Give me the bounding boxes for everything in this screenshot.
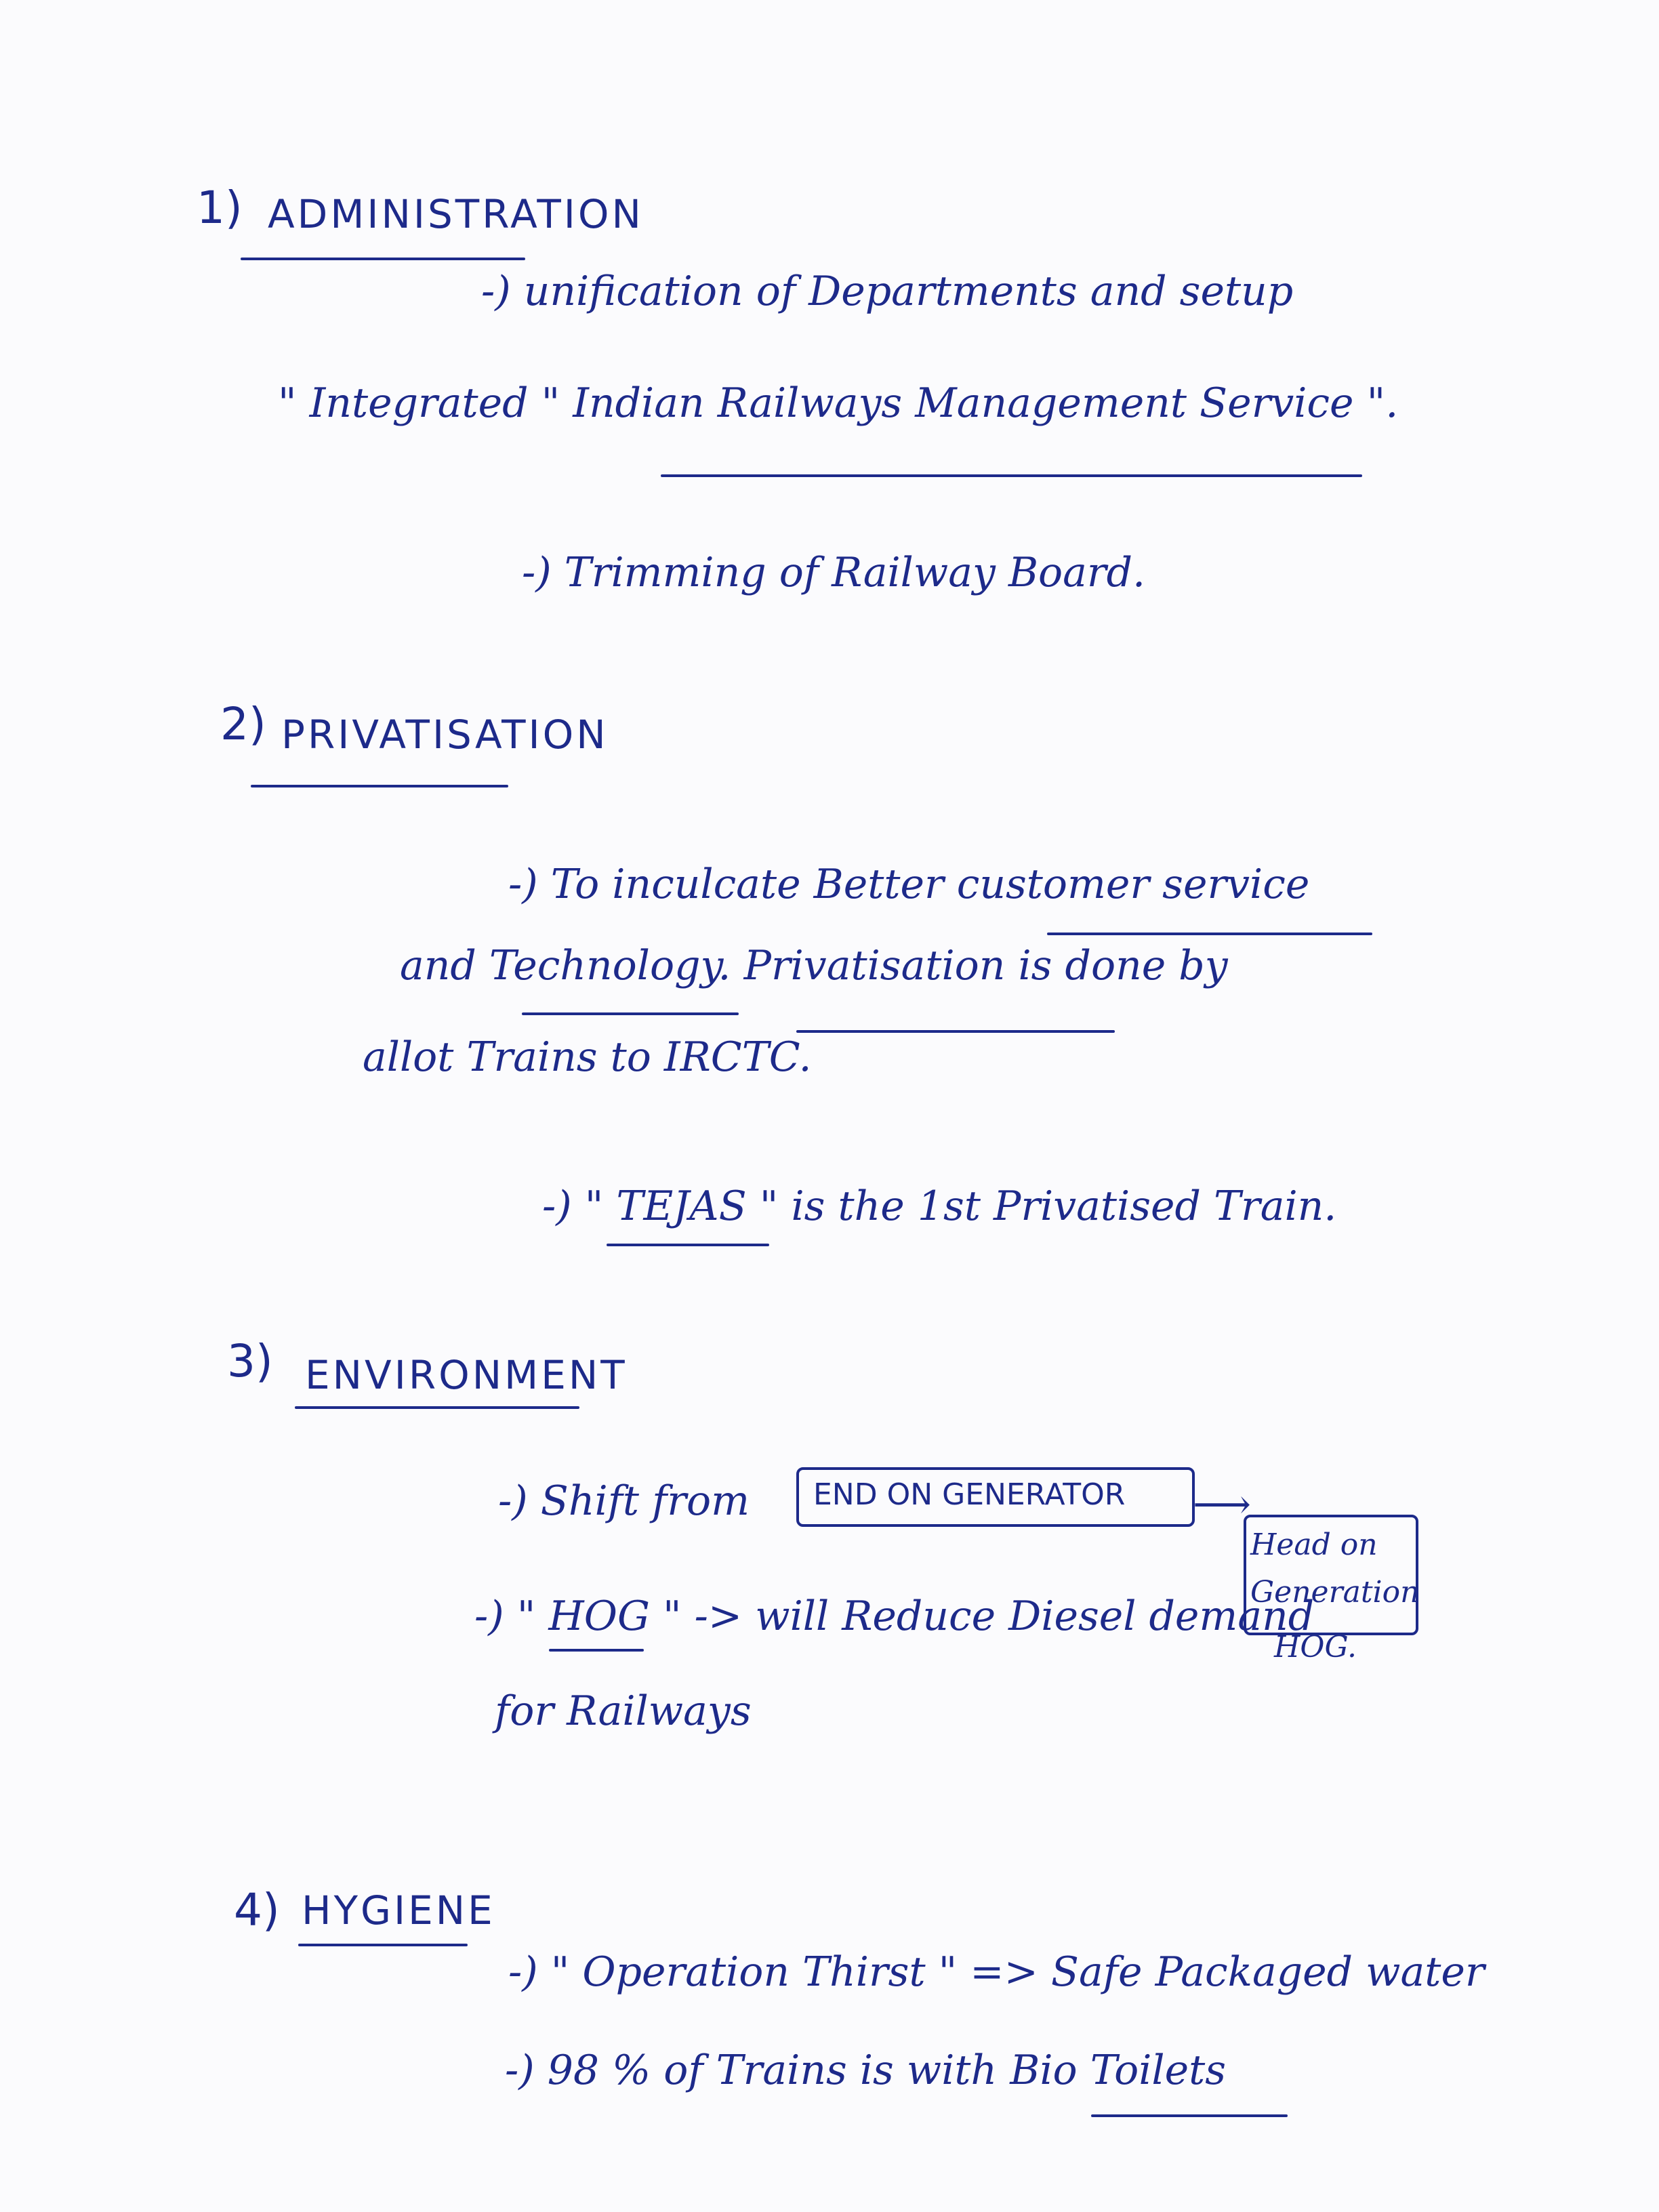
section-4-title: HYGIENE xyxy=(302,1887,495,1933)
section-3-title: ENVIRONMENT xyxy=(305,1352,628,1398)
section-1-line-2: " Integrated " Indian Railways Management Service ". xyxy=(278,380,1399,427)
section-1-line-3: -) Trimming of Railway Board. xyxy=(522,549,1146,596)
section-3-line-1: -) Shift from xyxy=(498,1477,750,1525)
section-3-line-3: for Railways xyxy=(495,1687,752,1735)
section-3-number: 3) xyxy=(227,1335,273,1387)
section-4-bio-toilets-underline xyxy=(1091,2114,1288,2117)
section-2-line-3: allot Trains to IRCTC. xyxy=(363,1033,812,1081)
section-4-number: 4) xyxy=(234,1884,280,1936)
section-4-line-2: -) 98 % of Trains is with Bio Toilets xyxy=(505,2047,1227,2094)
section-2-customer-service-underline xyxy=(1047,933,1372,935)
section-3-hog-underline xyxy=(549,1649,644,1652)
section-2-number: 2) xyxy=(220,698,266,750)
section-3-title-underline xyxy=(295,1406,579,1409)
section-3-line-2: -) " HOG " -> will Reduce Diesel demand xyxy=(474,1593,1315,1640)
hog-abbrev: HOG. xyxy=(1274,1630,1357,1664)
end-on-generator-label: END ON GENERATOR xyxy=(813,1477,1126,1512)
section-2-privatisation-underline xyxy=(796,1030,1115,1033)
arrow-to-hog: ⟶ xyxy=(1193,1481,1252,1528)
section-1-line-2-underline xyxy=(661,474,1362,477)
section-2-line-2: and Technology. Privatisation is done by xyxy=(400,942,1228,989)
section-1-title: ADMINISTRATION xyxy=(268,191,644,237)
section-2-technology-underline xyxy=(522,1012,739,1015)
section-2-title: PRIVATISATION xyxy=(281,712,609,758)
section-1-title-underline xyxy=(241,258,525,260)
section-1-number: 1) xyxy=(197,182,243,234)
section-1-line-1: -) unification of Departments and setup xyxy=(481,268,1294,315)
section-4-line-1: -) " Operation Thirst " => Safe Packaged water xyxy=(508,1948,1485,1996)
section-2-tejas-underline xyxy=(607,1244,769,1246)
section-2-line-1: -) To inculcate Better customer service xyxy=(508,861,1310,908)
section-4-title-underline xyxy=(298,1944,468,1946)
section-2-line-4: -) " TEJAS " is the 1st Privatised Train. xyxy=(542,1183,1337,1230)
head-on-generation-label: Head on Generation xyxy=(1250,1528,1420,1610)
section-2-title-underline xyxy=(251,785,508,787)
